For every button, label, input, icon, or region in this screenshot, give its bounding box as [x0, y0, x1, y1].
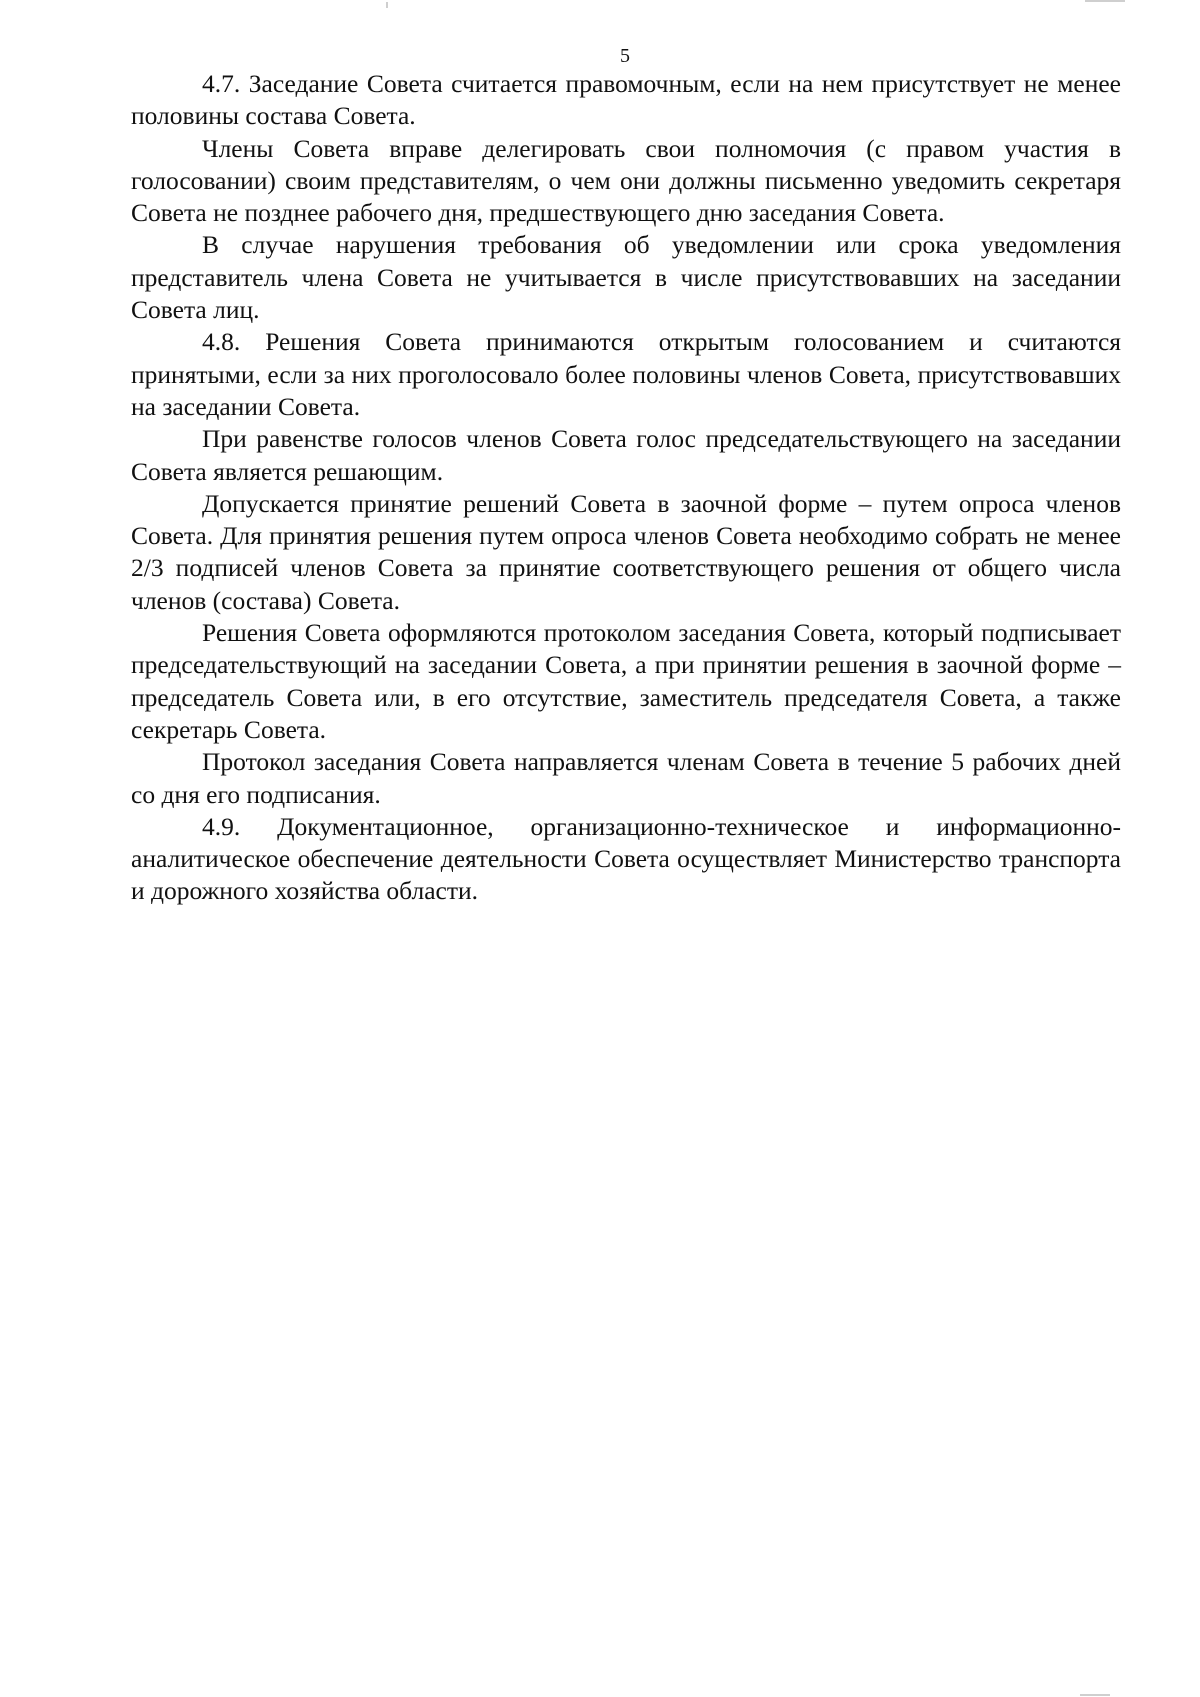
paragraph-protocol-distribution: Протокол заседания Совета направляется членам Совета в течение 5 рабочих дней со дня его подписания. [131, 747, 1121, 809]
paragraph-protocol: Решения Совета оформляются протоколом заседания Совета, который подписывает председательствующий на заседании Совета, а при принятии решения в заочной форме – председатель Совета или, в его отсутствие, заместитель председателя Совета, а также секретарь Совета. [131, 618, 1121, 744]
page-number: 5 [620, 45, 630, 67]
scan-artifact-bottom-right [1080, 1694, 1110, 1696]
document-body [131, 68, 1121, 908]
scan-artifact-top-right [1085, 0, 1125, 2]
paragraph-absentee-voting: Допускается принятие решений Совета в заочной форме – путем опроса членов Совета. Для принятия решения путем опроса членов Совета необходимо собрать не менее 2/3 подписей членов Совета за принятие соответствующего решения от общего числа членов (состава) Совета. [131, 488, 1121, 615]
paragraph-notification-violation: В случае нарушения требования об уведомлении или срока уведомления представитель члена Совета не учитывается в числе присутствовавших на заседании Совета лиц. [131, 230, 1121, 325]
paragraph-4-8: 4.8. Решения Совета принимаются открытым голосованием и считаются принятыми, если за них проголосовало более половины членов Совета, присутствовавших на заседании Совета. [131, 327, 1121, 421]
paragraph-delegation: Члены Совета вправе делегировать свои полномочия (с правом участия в голосовании) своим представителям, о чем они должны письменно уведомить секретаря Совета не позднее рабочего дня, предшествующего дню заседания Совета. [131, 133, 1121, 228]
paragraph-4-9: 4.9. Документационное, организационно-техническое и информационно-аналитическое обеспечение деятельности Совета осуществляет Министерство транспорта и дорожного хозяйства области. [131, 811, 1121, 906]
scan-artifact-top [386, 2, 388, 8]
paragraph-4-7: 4.7. Заседание Совета считается правомочным, если на нем присутствует не менее половины состава Совета. [131, 69, 1121, 131]
paragraph-tie-vote: При равенстве голосов членов Совета голос председательствующего на заседании Совета является решающим. [131, 424, 1121, 486]
